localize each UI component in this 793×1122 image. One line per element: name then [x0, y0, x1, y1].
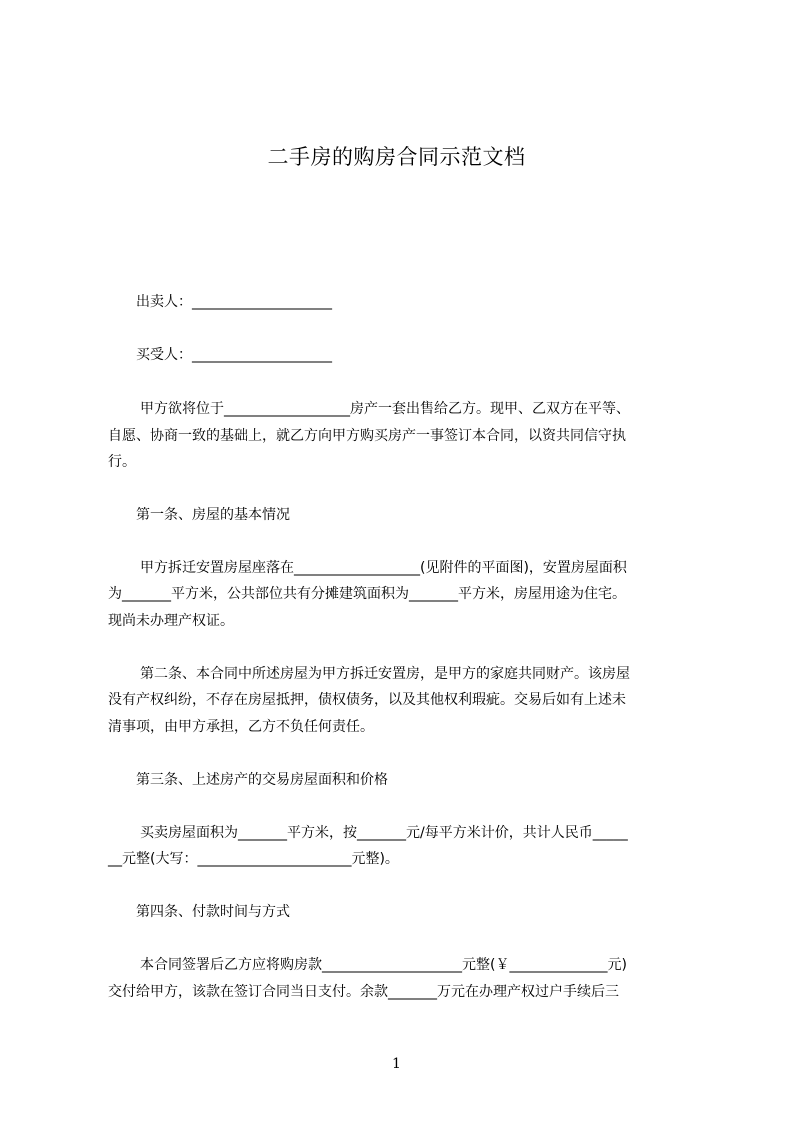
page-number: 1: [392, 1056, 401, 1072]
document-title: 二手房的购房合同示范文档: [267, 145, 526, 169]
article4-line-2: 交付给甲方，该款在签订合同当日支付。余款_______万元在办理产权过户手续后三: [108, 984, 619, 1000]
intro-line-3: 行。: [108, 454, 136, 470]
intro-line-1: 甲方欲将位于__________________房产一套出售给乙方。现甲、乙双方在平等、: [140, 401, 630, 417]
buyer-line: 买受人：____________________: [136, 347, 332, 363]
article3-heading: 第三条、上述房产的交易房屋面积和价格: [136, 772, 388, 788]
article4-heading: 第四条、付款时间与方式: [136, 904, 290, 920]
article1-line-3: 现尚未办理产权证。: [108, 613, 234, 629]
article1-line-2: 为_______平方米，公共部位共有分摊建筑面积为_______平方米，房屋用途为住宅。: [108, 586, 626, 602]
article1-line-1: 甲方拆迁安置房屋座落在__________________(见附件的平面图)，安置房屋面积: [140, 560, 627, 576]
article3-line-2: __元整(大写：______________________元整)。: [108, 851, 399, 867]
intro-line-2: 自愿、协商一致的基础上，就乙方向甲方购买房产一事签订本合同，以资共同信守执: [108, 428, 626, 444]
article2-line-2: 没有产权纠纷，不存在房屋抵押，债权债务，以及其他权利瑕疵。交易后如有上述未: [108, 692, 626, 708]
article2-line-1: 第二条、本合同中所述房屋为甲方拆迁安置房，是甲方的家庭共同财产。该房屋: [140, 666, 630, 682]
article2-line-3: 清事项，由甲方承担，乙方不负任何责任。: [108, 719, 374, 735]
article1-heading: 第一条、房屋的基本情况: [136, 507, 290, 523]
seller-line: 出卖人：____________________: [136, 294, 332, 310]
article3-line-1: 买卖房屋面积为_______平方米，按_______元/每平方米计价，共计人民币_____: [140, 825, 628, 841]
article4-line-1: 本合同签署后乙方应将购房款____________________元整(￥______________元): [140, 957, 627, 973]
